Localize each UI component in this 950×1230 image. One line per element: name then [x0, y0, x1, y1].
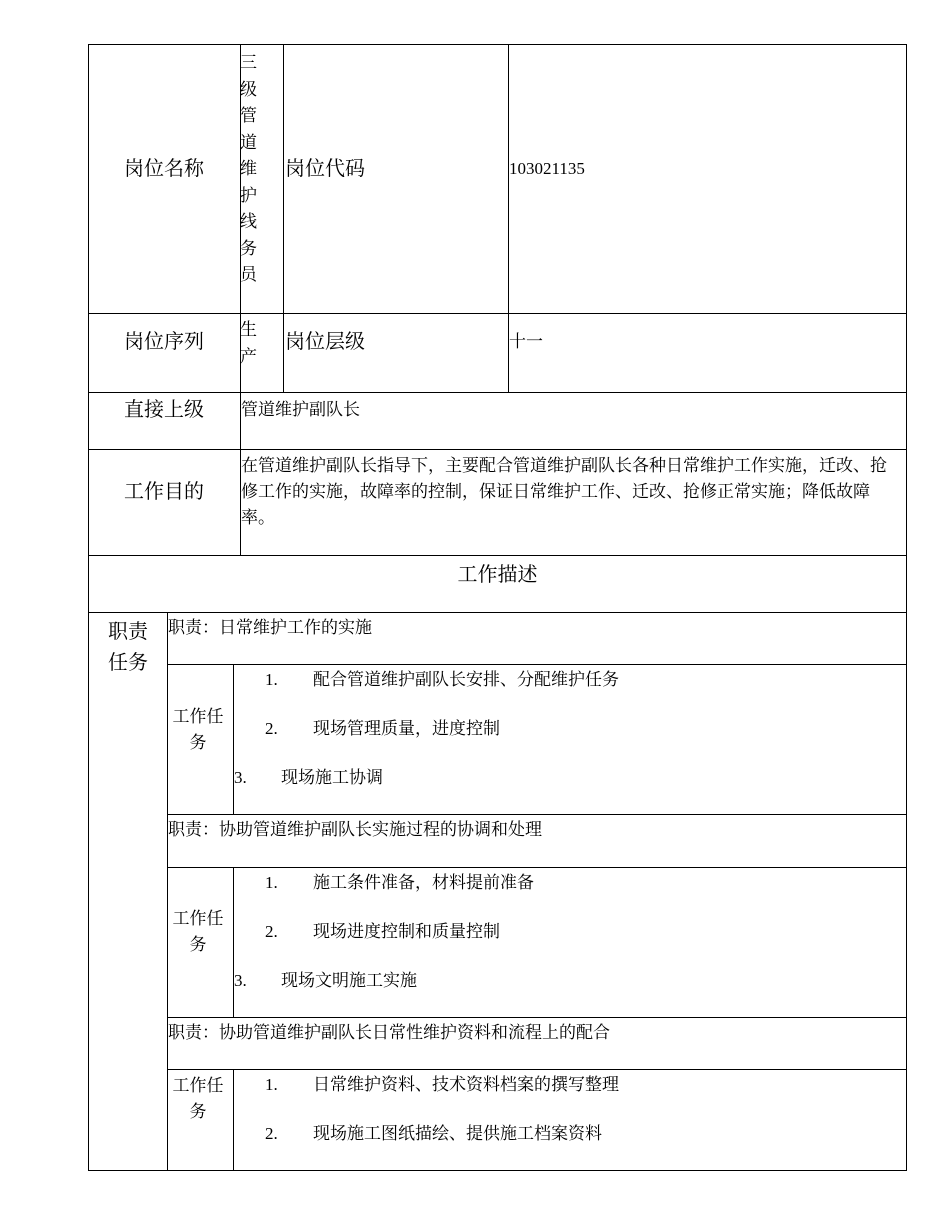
task-number: 3.: [234, 768, 247, 787]
row-divider: [167, 1017, 907, 1018]
task-label: 工作任务: [172, 707, 224, 752]
duty-section-label: 职责任务: [108, 621, 148, 674]
task-number: 1.: [265, 873, 278, 892]
task-number: 1.: [265, 670, 278, 689]
col-divider: [233, 664, 234, 815]
col-divider: [233, 867, 234, 1018]
task-label: 工作任务: [172, 1076, 224, 1121]
task-text: 现场文明施工实施: [281, 971, 417, 990]
duty-title: 职责：协助管道维护副队长日常性维护资料和流程上的配合: [168, 1023, 610, 1042]
task-label: 工作任务: [172, 909, 224, 954]
sequence-value: 生产: [240, 320, 257, 366]
task-text: 施工条件准备，材料提前准备: [313, 873, 534, 892]
task-text: 现场施工协调: [281, 768, 383, 787]
task-number: 2.: [265, 922, 278, 941]
row-divider: [167, 814, 907, 815]
task-number: 2.: [265, 1124, 278, 1143]
duty-title: 职责：协助管道维护副队长实施过程的协调和处理: [168, 820, 542, 839]
purpose-label: 工作目的: [124, 481, 204, 503]
row-divider: [88, 555, 907, 556]
task-text: 日常维护资料、技术资料档案的撰写整理: [313, 1075, 619, 1094]
row-divider: [88, 612, 907, 613]
task-number: 1.: [265, 1075, 278, 1094]
sequence-label: 岗位序列: [124, 331, 204, 353]
task-text: 现场施工图纸描绘、提供施工档案资料: [313, 1124, 602, 1143]
row-divider: [88, 392, 907, 393]
task-text: 现场进度控制和质量控制: [313, 922, 500, 941]
row-divider: [167, 867, 907, 868]
task-text: 配合管道维护副队长安排、分配维护任务: [313, 670, 619, 689]
level-value: 十一: [509, 332, 543, 351]
superior-label: 直接上级: [124, 399, 204, 421]
task-number: 2.: [265, 719, 278, 738]
table-border: [88, 44, 907, 1171]
col-divider: [233, 1069, 234, 1171]
post-code-value: 103021135: [509, 159, 585, 178]
level-label: 岗位层级: [285, 331, 365, 353]
post-name-label: 岗位名称: [124, 158, 204, 180]
task-number: 3.: [234, 971, 247, 990]
task-text: 现场管理质量，进度控制: [313, 719, 500, 738]
description-header: 工作描述: [457, 564, 538, 586]
purpose-value: 在管道维护副队长指导下，主要配合管道维护副队长各种日常维护工作实施，迁改、抢修工作的实施，故障率的控制，保证日常维护工作、迁改、抢修正常实施；降低故障率。: [241, 456, 887, 527]
col-divider: [283, 44, 284, 393]
row-divider: [88, 313, 907, 314]
row-divider: [167, 664, 907, 665]
row-divider: [88, 449, 907, 450]
post-name-value: 三级管道维护线务员: [240, 53, 257, 284]
duty-title: 职责：日常维护工作的实施: [168, 618, 372, 637]
post-code-label: 岗位代码: [285, 158, 365, 180]
row-divider: [167, 1069, 907, 1070]
superior-value: 管道维护副队长: [241, 400, 360, 419]
